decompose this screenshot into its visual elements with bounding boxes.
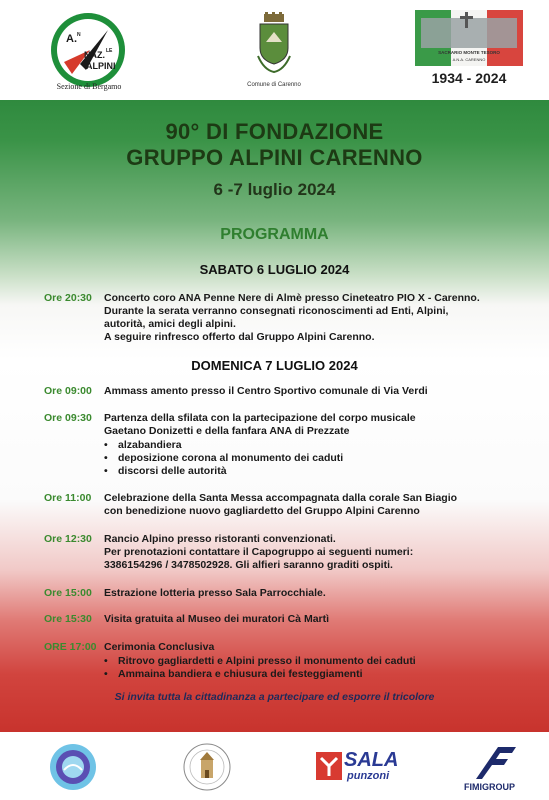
event-text: Per prenotazioni contattare il Capogruppo ai seguenti numeri: xyxy=(104,546,414,558)
anniversary-years: 1934 - 2024 xyxy=(431,70,507,86)
ana-logo-icon xyxy=(50,12,126,88)
bullet-item: • Ritrovo gagliardetti e Alpini presso il monumento dei caduti xyxy=(104,655,416,668)
event-time: Ore 11:00 xyxy=(44,492,92,504)
bullet-item: • alzabandiera xyxy=(104,439,182,452)
event-time: Ore 15:00 xyxy=(44,587,92,599)
event-text: Rancio Alpino presso ristoranti convenzionati. xyxy=(104,533,336,545)
title-line-1: 90° DI FONDAZIONE xyxy=(165,119,384,144)
blue-circle-logo-icon xyxy=(48,742,98,792)
event-text: Visita gratuita al Museo dei muratori Cà Martì xyxy=(104,613,330,625)
monument-icon xyxy=(415,10,523,66)
title-line-2: GRUPPO ALPINI CARENNO xyxy=(126,145,423,170)
monument-caption-2: A.N.A. CARENNO xyxy=(452,57,486,62)
church-seal-icon xyxy=(182,742,232,792)
comune-crest-icon xyxy=(254,12,294,76)
event-text: Partenza della sfilata con la partecipazione del corpo musicale xyxy=(104,412,416,424)
event-time: Ore 12:30 xyxy=(44,533,92,545)
ana-logo-sup-le: LE xyxy=(106,48,113,54)
sunday-heading: DOMENICA 7 LUGLIO 2024 xyxy=(191,358,358,373)
bullet-item: • discorsi delle autorità xyxy=(104,465,227,478)
comune-label: Comune di Carenno xyxy=(247,82,301,88)
programma-heading: PROGRAMMA xyxy=(220,226,329,243)
event-time: ORE 17:00 xyxy=(44,641,97,653)
event-time: Ore 09:30 xyxy=(44,412,92,424)
event-text: Durante la serata verranno consegnati riconoscimenti ad Enti, Alpini, xyxy=(104,305,449,317)
event-dates: 6 -7 luglio 2024 xyxy=(213,180,336,199)
event-text: Estrazione lotteria presso Sala Parrocchiale. xyxy=(104,587,326,599)
ana-logo-sup-n: N xyxy=(77,32,81,38)
punzoni-logo-text: punzoni xyxy=(347,770,390,782)
event-text: con benedizione nuovo gagliardetto del Gruppo Alpini Carenno xyxy=(104,505,420,517)
sala-punzoni-logo-icon xyxy=(316,752,342,780)
ana-logo-letters: A. xyxy=(66,33,77,45)
sala-logo-text: SALA xyxy=(344,749,399,771)
saturday-heading: SABATO 6 LUGLIO 2024 xyxy=(199,262,350,277)
monument-caption-1: SACRARIO MONTE TESORO xyxy=(438,50,500,55)
event-text: Ammass amento presso il Centro Sportivo comunale di Via Verdi xyxy=(104,385,428,397)
event-text: 3386154296 / 3478502928. Gli alfieri saranno graditi ospiti. xyxy=(104,559,393,571)
event-text: Gaetano Donizetti e della fanfara ANA di Prezzate xyxy=(104,425,350,437)
event-time: Ore 20:30 xyxy=(44,292,92,304)
bullet-item: • Ammaina bandiera e chiusura dei festeggiamenti xyxy=(104,668,363,681)
event-text: Concerto coro ANA Penne Nere di Almè presso Cineteatro PIO X - Carenno. xyxy=(104,292,480,304)
invitation-text: Si invita tutta la cittadinanza a partecipare ed esporre il tricolore xyxy=(114,691,435,703)
ana-logo-naz: NAZ. xyxy=(84,50,105,60)
event-text: A seguire rinfresco offerto dal Gruppo Alpini Carenno. xyxy=(104,331,375,343)
ana-logo-alpini: ALPINI xyxy=(86,61,116,71)
event-text: Celebrazione della Santa Messa accompagnata dalla corale San Biagio xyxy=(104,492,458,504)
event-text: Cerimonia Conclusiva xyxy=(104,641,215,653)
fimi-logo-text: FIMIGROUP xyxy=(464,782,515,792)
event-time: Ore 15:30 xyxy=(44,613,92,625)
fimi-logo-icon xyxy=(472,745,518,781)
bullet-item: • deposizione corona al monumento dei caduti xyxy=(104,452,343,465)
event-time: Ore 09:00 xyxy=(44,385,92,397)
event-text: autorità, amici degli alpini. xyxy=(104,318,236,330)
ana-section-label: Sezione di Bergamo xyxy=(56,82,122,91)
